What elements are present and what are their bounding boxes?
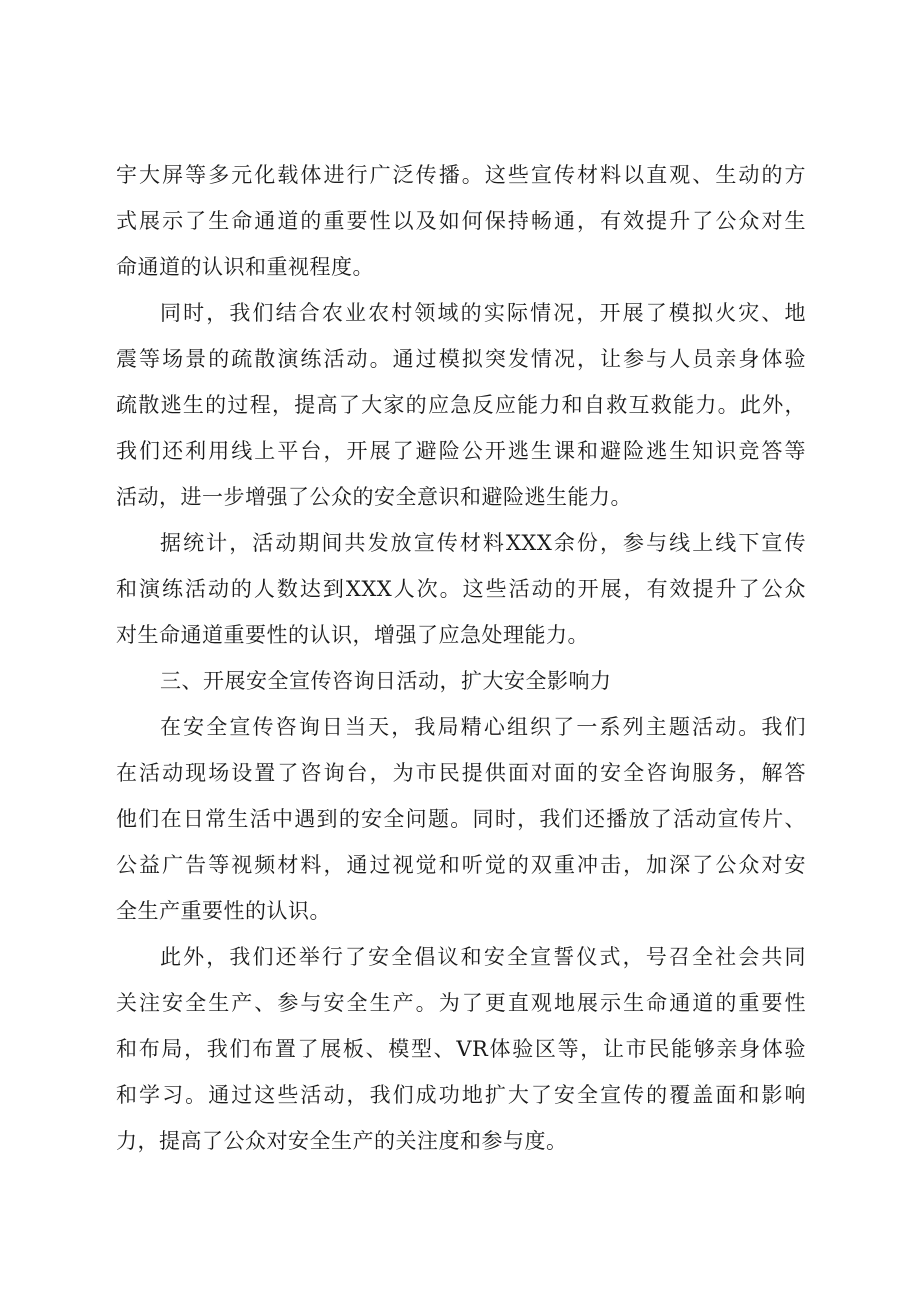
section-heading: 三、开展安全宣传咨询日活动，扩大安全影响力 bbox=[160, 669, 612, 693]
paragraph-line: 此外，我们还举行了安全倡议和安全宣誓仪式，号召全社会共同 bbox=[160, 945, 806, 969]
paragraph-line: 在安全宣传咨询日当天，我局精心组织了一系列主题活动。我们 bbox=[160, 715, 806, 739]
paragraph-line: 和学习。通过这些活动，我们成功地扩大了安全宣传的覆盖面和影响 bbox=[116, 1083, 806, 1107]
paragraph-line: 和布局，我们布置了展板、模型、VR体验区等，让市民能够亲身体验 bbox=[116, 1037, 806, 1061]
paragraph-line: 据统计，活动期间共发放宣传材料XXX余份，参与线上线下宣传 bbox=[160, 531, 806, 555]
paragraph-line: 他们在日常生活中遇到的安全问题。同时，我们还播放了活动宣传片、 bbox=[116, 807, 806, 831]
paragraph-line: 命通道的认识和重视程度。 bbox=[116, 255, 374, 279]
paragraph-line: 公益广告等视频材料，通过视觉和听觉的双重冲击，加深了公众对安 bbox=[116, 853, 806, 877]
paragraph-line: 疏散逃生的过程，提高了大家的应急反应能力和自救互救能力。此外， bbox=[116, 393, 806, 417]
paragraph-line: 活动，进一步增强了公众的安全意识和避险逃生能力。 bbox=[116, 485, 632, 509]
paragraph-line: 式展示了生命通道的重要性以及如何保持畅通，有效提升了公众对生 bbox=[116, 209, 806, 233]
paragraph-line: 同时，我们结合农业农村领域的实际情况，开展了模拟火灾、地 bbox=[160, 301, 806, 325]
paragraph-line: 和演练活动的人数达到XXX人次。这些活动的开展，有效提升了公众 bbox=[116, 577, 806, 601]
paragraph-line: 我们还利用线上平台，开展了避险公开逃生课和避险逃生知识竞答等 bbox=[116, 439, 806, 463]
paragraph-line: 震等场景的疏散演练活动。通过模拟突发情况，让参与人员亲身体验 bbox=[116, 347, 806, 371]
paragraph-line: 关注安全生产、参与安全生产。为了更直观地展示生命通道的重要性 bbox=[116, 991, 806, 1015]
paragraph-line: 在活动现场设置了咨询台，为市民提供面对面的安全咨询服务，解答 bbox=[116, 761, 806, 785]
paragraph-line: 力，提高了公众对安全生产的关注度和参与度。 bbox=[116, 1129, 568, 1153]
paragraph-line: 全生产重要性的认识。 bbox=[116, 899, 331, 923]
paragraph-line: 对生命通道重要性的认识，增强了应急处理能力。 bbox=[116, 623, 589, 647]
paragraph-line: 宇大屏等多元化载体进行广泛传播。这些宣传材料以直观、生动的方 bbox=[116, 163, 806, 187]
